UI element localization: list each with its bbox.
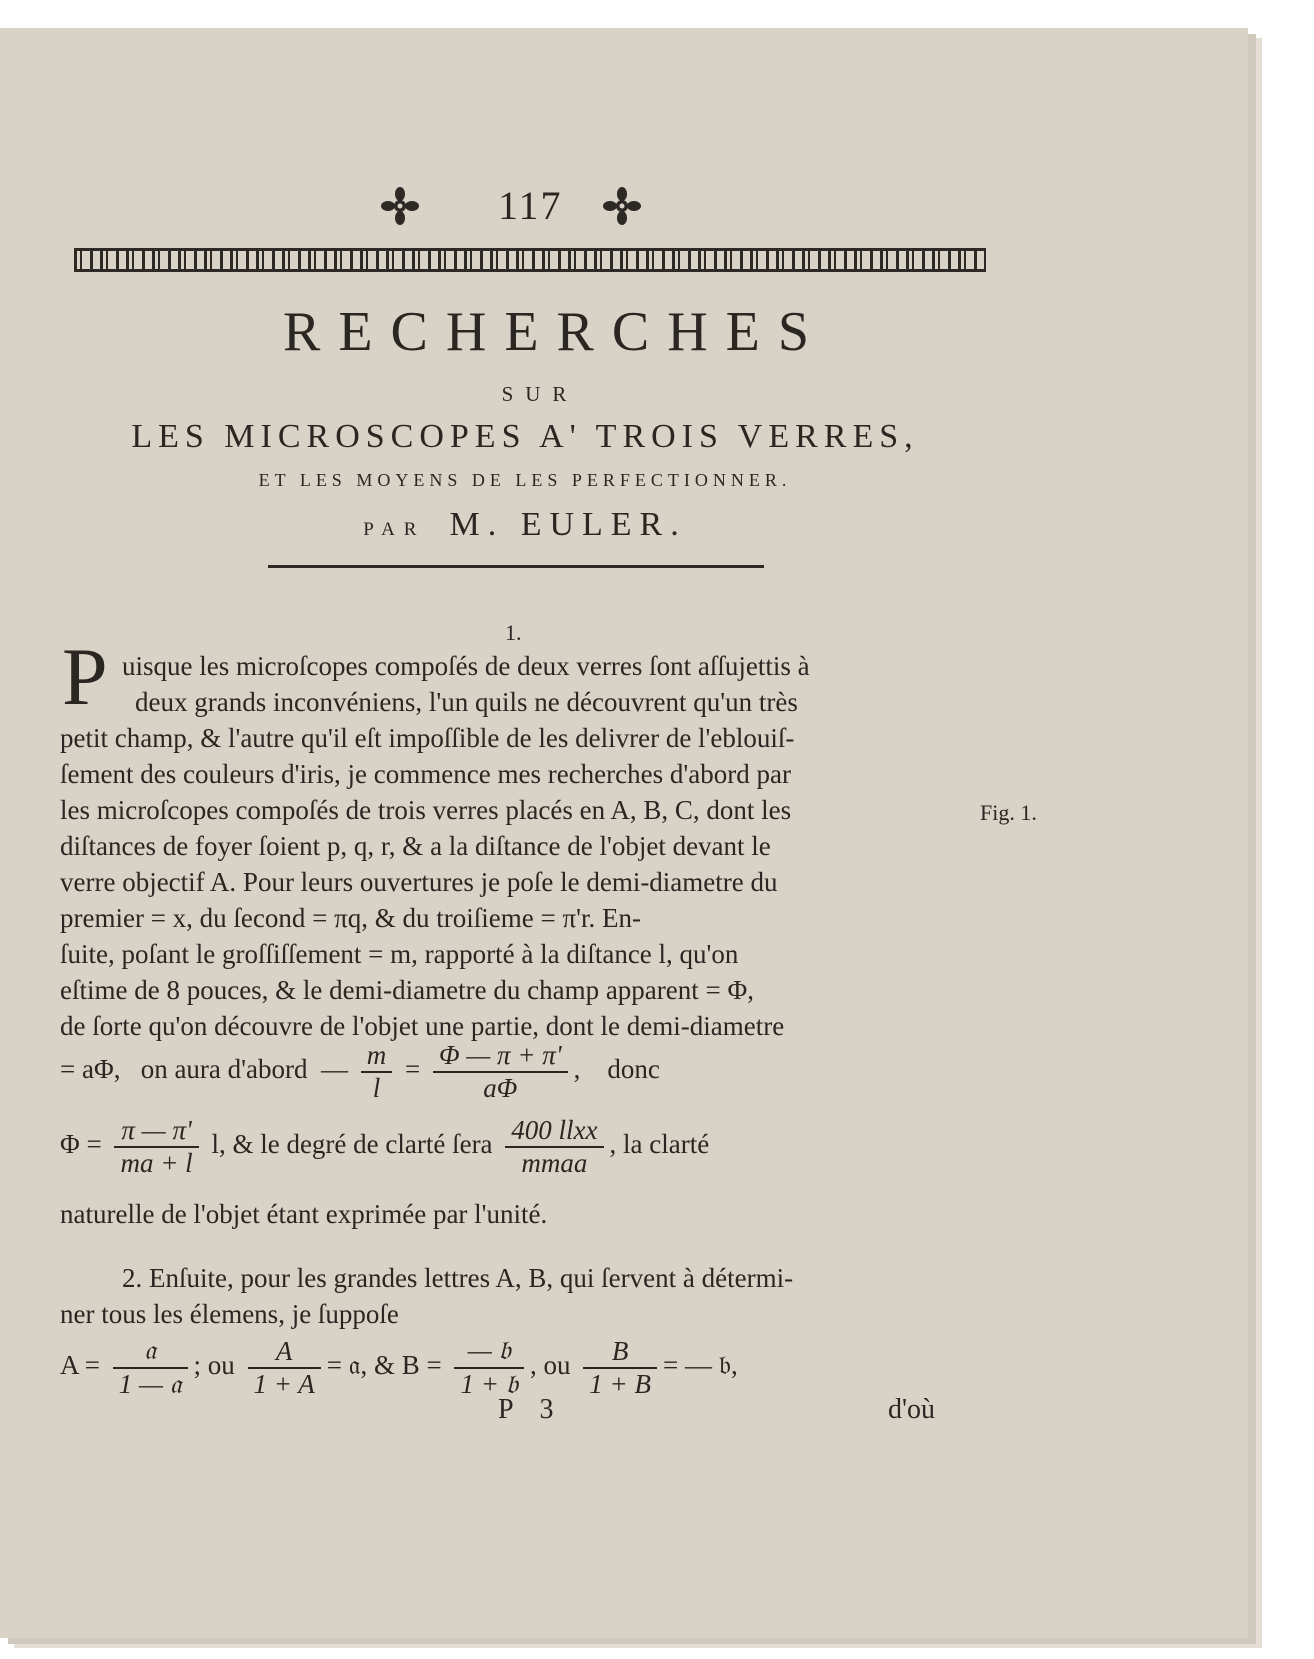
text-line: ſuite, poſant le groſſiſſement = m, rapporté à la diſtance l, qu'on: [60, 939, 739, 969]
text-line: ner tous les élemens, je ſuppoſe: [60, 1299, 399, 1329]
formula-punct: ,: [573, 1054, 581, 1085]
fleuron-left-icon: [380, 186, 420, 226]
fraction: $\frac{\text{— 𝔟}}{\text{1 + 𝔟}}$: [454, 1335, 524, 1401]
fraction: $\frac{\text{400 llxx}}{\text{mmaa}}$: [505, 1115, 603, 1179]
formula-text: = 𝔞, & B =: [326, 1350, 442, 1381]
formula-text: donc: [607, 1054, 660, 1085]
title-subject: LES MICROSCOPES A' TROIS VERRES,: [131, 418, 919, 455]
formula-text: , la clarté: [609, 1129, 710, 1160]
text-line: verre objectif A. Pour leurs ouvertures je poſe le demi-diametre du: [60, 867, 778, 897]
title-main: RECHERCHES: [282, 301, 828, 363]
section-number: 1.: [505, 620, 522, 645]
catchword: d'où: [888, 1394, 936, 1425]
page-number: 117: [498, 183, 563, 228]
fraction: $\frac{\Phi — \pi + \pi'}{a\Phi}$: [433, 1040, 568, 1104]
formula-prefix: = aΦ,: [60, 1054, 121, 1085]
formula-lhs: A =: [60, 1350, 100, 1381]
title-par: PAR: [363, 519, 426, 540]
text-line: deux grands inconvéniens, l'un quils ne découvrent qu'un très: [135, 687, 798, 717]
formula-1: [60, 1040, 960, 1104]
paragraph-1: [60, 648, 958, 1044]
fraction: $\frac{A}{1 + A}$: [248, 1336, 321, 1400]
formula-lhs: Φ =: [60, 1129, 102, 1160]
signature-mark: P 3: [498, 1394, 564, 1425]
text-line: naturelle de l'objet étant exprimée par l'unité.: [60, 1199, 548, 1229]
title-rule: [268, 565, 764, 568]
formula-text: , ou: [530, 1350, 571, 1381]
text-line: 2. Enſuite, pour les grandes lettres A, B, qui ſervent à détermi-: [122, 1263, 794, 1293]
title-author: M. EULER.: [449, 506, 687, 543]
title-sur: SUR: [501, 382, 579, 406]
text-line: premier = x, du ſecond = πq, & du troiſieme = π'r. En-: [60, 903, 641, 933]
page-header: [380, 182, 680, 232]
fraction: $\frac{\pi — \pi'}{ma + l}$: [114, 1115, 198, 1179]
text-line: de ſorte qu'on découvre de l'objet une partie, dont le demi-diametre: [60, 1011, 785, 1041]
figure-reference: Fig. 1.: [980, 800, 1037, 825]
paragraph-2: [60, 1260, 958, 1332]
paragraph-1-closing: [60, 1196, 958, 1232]
text-line: les microſcopes compoſés de trois verres placés en A, B, C, dont les: [60, 795, 792, 825]
formula-text: = — 𝔟,: [662, 1350, 738, 1381]
formula-3: [60, 1335, 960, 1401]
ornamental-border: [74, 248, 986, 272]
title-author-line: [0, 506, 1050, 544]
fraction: $\frac{\text{𝔞}}{\text{1 — 𝔞}}$: [113, 1335, 188, 1401]
formula-text: on aura d'abord: [140, 1054, 308, 1085]
formula-operator: =: [405, 1054, 421, 1085]
formula-text: l, & le degré de clarté ſera: [211, 1129, 493, 1160]
formula-operator: —: [321, 1054, 349, 1085]
fraction: $\frac{m}{l}$: [361, 1040, 393, 1104]
text-line: ſement des couleurs d'iris, je commence mes recherches d'abord par: [60, 759, 791, 789]
formula-text: ; ou: [193, 1350, 235, 1381]
drop-cap: P: [62, 631, 108, 722]
fraction: $\frac{B}{1 + B}$: [583, 1336, 657, 1400]
text-line: diſtances de foyer ſoient p, q, r, & a la diſtance de l'objet devant le: [60, 831, 771, 861]
title-subtitle: ET LES MOYENS DE LES PERFECTIONNER.: [258, 470, 792, 490]
text-line: petit champ, & l'autre qu'il eſt impoſſible de les delivrer de l'eblouiſ-: [60, 723, 795, 753]
formula-2: [60, 1115, 960, 1179]
text-line: eſtime de 8 pouces, & le demi-diametre du champ apparent = Φ,: [60, 975, 754, 1005]
text-line: uisque les microſcopes compoſés de deux verres ſont aſſujettis à: [122, 651, 810, 681]
fleuron-right-icon: [602, 186, 642, 226]
